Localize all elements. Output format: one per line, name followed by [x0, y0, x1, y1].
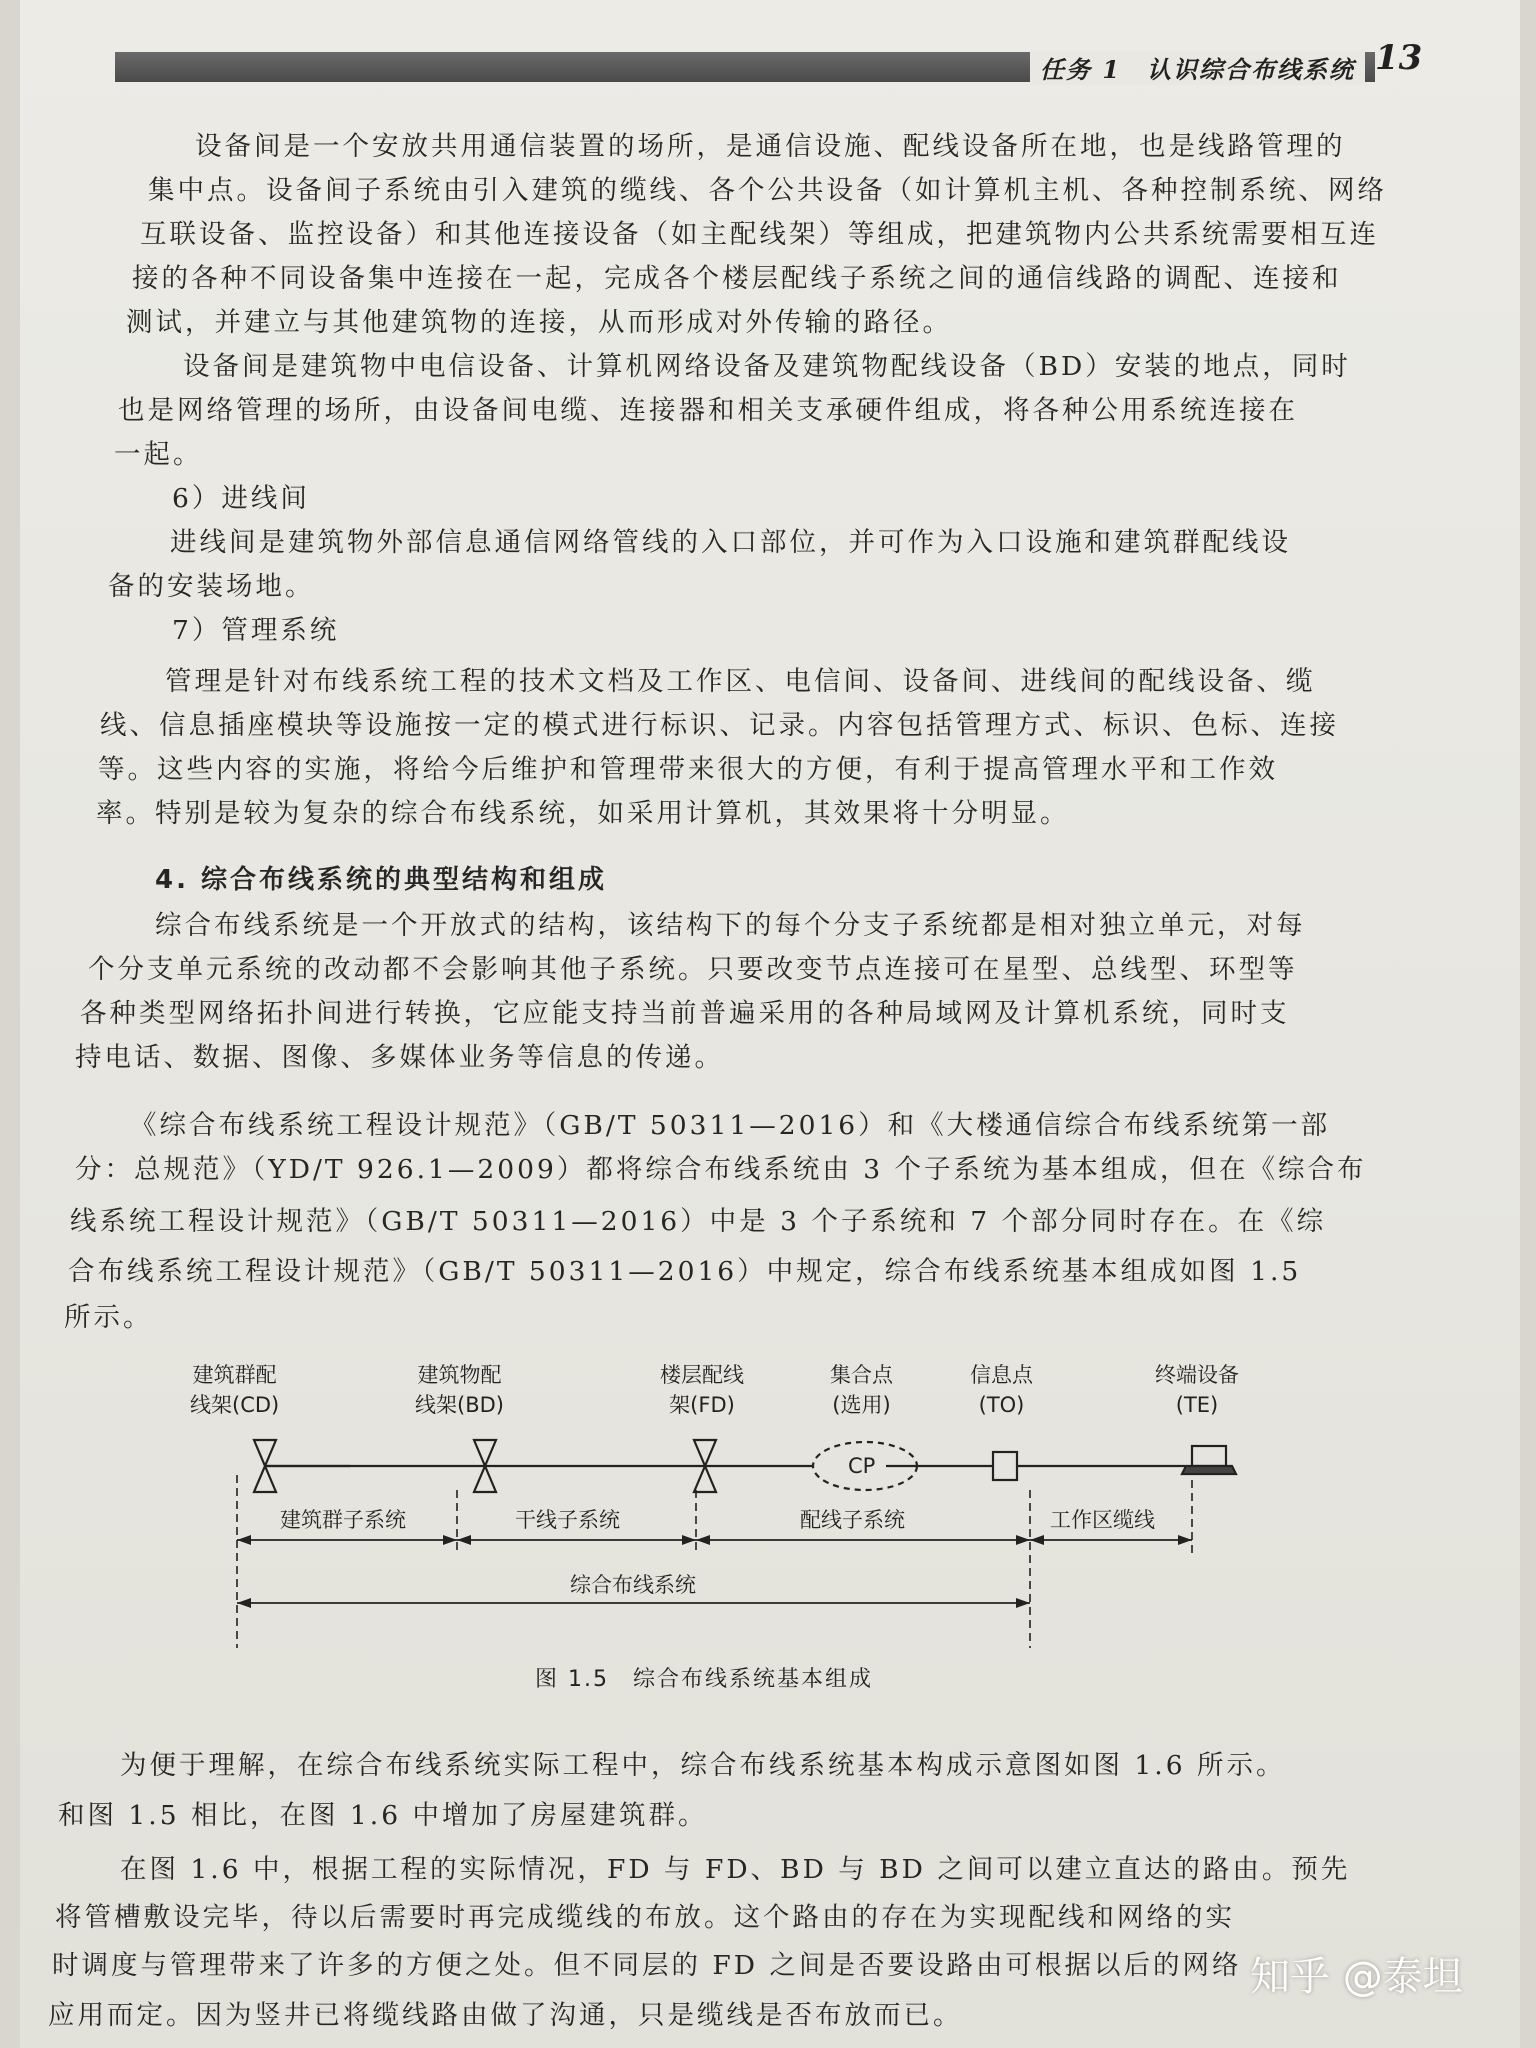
section-heading: 4. 综合布线系统的典型结构和组成 — [155, 865, 608, 895]
text-line: 综合布线系统是一个开放式的结构，该结构下的每个分支子系统都是相对独立单元，对每 — [155, 910, 1306, 941]
watermark: 知乎 @泰坦 — [1250, 1954, 1463, 2000]
text-line: 应用而定。因为竖井已将缆线路由做了沟通，只是缆线是否布放而已。 — [48, 2000, 963, 2031]
running-header: 任务 1 认识综合布线系统 — [1030, 50, 1365, 85]
node-label-fd: 楼层配线 架(FD) — [660, 1363, 744, 1417]
to-box — [993, 1452, 1017, 1480]
subheading: 6）进线间 — [172, 483, 310, 514]
text-line: 线、信息插座模块等设施按一定的模式进行标识、记录。内容包括管理方式、标识、色标、连接 — [100, 710, 1339, 741]
text-line: 为便于理解，在综合布线系统实际工程中，综合布线系统基本构成示意图如图 1.6 所示。 — [120, 1750, 1286, 1781]
text-line: 率。特别是较为复杂的综合布线系统，如采用计算机，其效果将十分明显。 — [96, 798, 1070, 829]
text-line: 线系统工程设计规范》（GB/T 50311—2016）中是 3 个子系统和 7 个部分同时存在。在《综 — [70, 1206, 1327, 1237]
text-line: 管理是针对布线系统工程的技术文档及工作区、电信间、设备间、进线间的配线设备、缆 — [165, 666, 1316, 697]
segment-label: 干线子系统 — [515, 1508, 620, 1532]
text-line: 也是网络管理的场所，由设备间电缆、连接器和相关支承硬件组成，将各种公用系统连接在 — [118, 395, 1298, 426]
text-line: 分：总规范》（YD/T 926.1—2009）都将综合布线系统由 3 个子系统为基本组成，但在《综合布 — [75, 1154, 1367, 1185]
node-label-te: 终端设备 (TE) — [1155, 1363, 1239, 1417]
terminal-icon — [1192, 1446, 1226, 1466]
figure-caption: 图 1.5 综合布线系统基本组成 — [535, 1667, 873, 1692]
text-line: 等。这些内容的实施，将给今后维护和管理带来很大的方便，有利于提高管理水平和工作效 — [98, 754, 1278, 785]
subheading: 7）管理系统 — [172, 615, 340, 646]
node-label-cd: 建筑群配 线架(CD) — [190, 1363, 280, 1417]
text-line: 测试，并建立与其他建筑物的连接，从而形成对外传输的路径。 — [126, 307, 952, 338]
text-line: 设备间是一个安放共用通信装置的场所，是通信设施、配线设备所在地，也是线路管理的 — [195, 131, 1346, 162]
text-line: 互联设备、监控设备）和其他连接设备（如主配线架）等组成，把建筑物内公共系统需要相互连 — [140, 219, 1379, 250]
text-line: 集中点。设备间子系统由引入建筑的缆线、各个公共设备（如计算机主机、各种控制系统、网络 — [148, 175, 1387, 206]
text-line: 一起。 — [114, 439, 203, 470]
node-label-to: 信息点 (TO) — [970, 1363, 1033, 1417]
text-line: 和图 1.5 相比，在图 1.6 中增加了房屋建筑群。 — [58, 1800, 708, 1831]
segment-label: 工作区缆线 — [1050, 1508, 1155, 1532]
node-label-bd: 建筑物配 线架(BD) — [415, 1363, 504, 1417]
text-line: 各种类型网络拓扑间进行转换，它应能支持当前普遍采用的各种局域网及计算机系统，同时支 — [80, 998, 1290, 1029]
text-line: 个分支单元系统的改动都不会影响其他子系统。只要改变节点连接可在星型、总线型、环型等 — [88, 954, 1298, 985]
text-line: 进线间是建筑物外部信息通信网络管线的入口部位，并可作为入口设施和建筑群配线设 — [170, 527, 1291, 558]
text-line: 《综合布线系统工程设计规范》（GB/T 50311—2016）和《大楼通信综合布线系统第一部 — [130, 1110, 1331, 1141]
cp-label: CP — [848, 1454, 876, 1478]
overall-label: 综合布线系统 — [570, 1573, 696, 1597]
text-line: 在图 1.6 中，根据工程的实际情况，FD 与 FD、BD 与 BD 之间可以建立直达的路由。预先 — [120, 1854, 1351, 1885]
text-line: 将管槽敷设完毕，待以后需要时再完成缆线的布放。这个路由的存在为实现配线和网络的实 — [55, 1902, 1235, 1933]
segment-label: 建筑群子系统 — [280, 1508, 406, 1532]
node-label-cp: 集合点 (选用) — [830, 1363, 893, 1417]
text-line: 设备间是建筑物中电信设备、计算机网络设备及建筑物配线设备（BD）安装的地点，同时 — [183, 351, 1351, 382]
text-line: 时调度与管理带来了许多的方便之处。但不同层的 FD 之间是否要设路由可根据以后的网络 — [52, 1950, 1242, 1981]
text-line: 持电话、数据、图像、多媒体业务等信息的传递。 — [75, 1042, 724, 1073]
text-line: 所示。 — [64, 1302, 153, 1333]
text-line: 合布线系统工程设计规范》（GB/T 50311—2016）中规定，综合布线系统基本组成如图 1.5 — [68, 1256, 1302, 1287]
text-line: 备的安装场地。 — [108, 571, 315, 602]
text-line: 接的各种不同设备集中连接在一起，完成各个楼层配线子系统之间的通信线路的调配、连接和 — [132, 263, 1342, 294]
page-number: 13 — [1375, 38, 1423, 78]
segment-label: 配线子系统 — [800, 1508, 905, 1532]
